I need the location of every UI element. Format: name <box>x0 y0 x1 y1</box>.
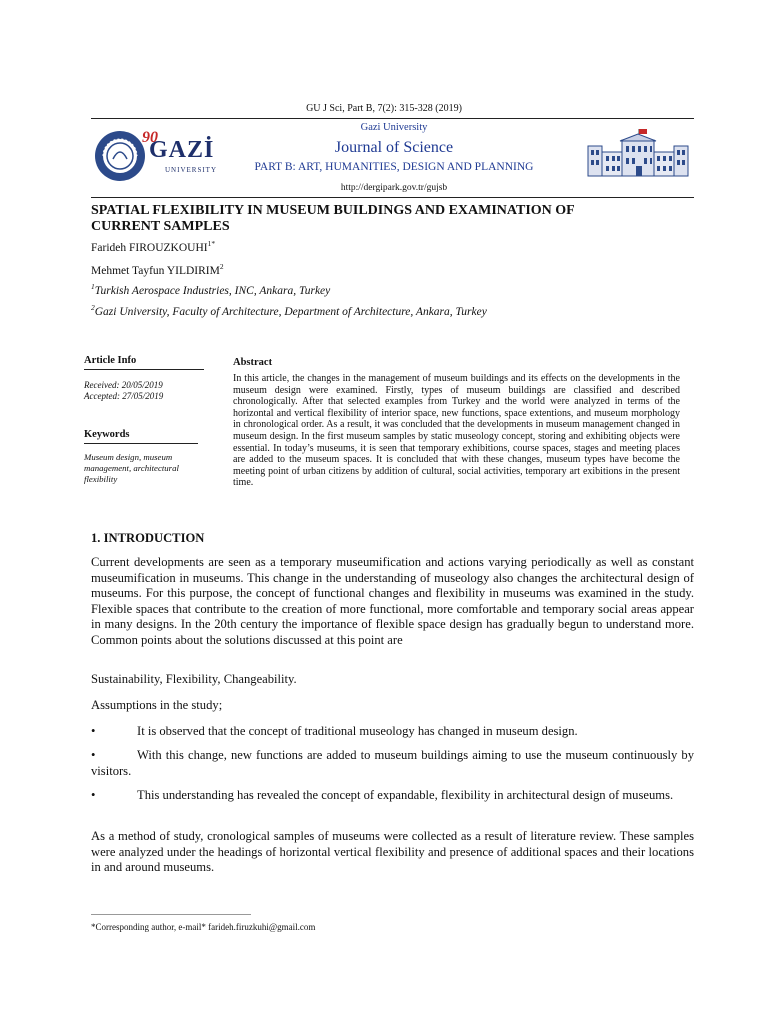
university-name: Gazi University <box>360 122 428 133</box>
author-1-marker: 1* <box>207 239 216 249</box>
author-2-marker: 2 <box>219 262 224 272</box>
footnote-rule <box>91 914 251 915</box>
logo-subtext: UNIVERSITY <box>165 166 217 174</box>
bullet-marker-icon: • <box>91 788 96 802</box>
affiliation-1-marker: 1 <box>91 282 95 292</box>
article-info-heading: Article Info <box>84 355 137 366</box>
journal-url[interactable]: http://dergipark.gov.tr/gujsb <box>340 183 448 193</box>
affiliation-2 <box>91 303 487 318</box>
assumption-text-3: This understanding has revealed the concept of expandable, flexibility in architectural design of museums. <box>137 788 674 802</box>
introduction-paragraph-3: Assumptions in the study; <box>91 698 223 712</box>
introduction-paragraph-1: Current developments are seen as a temporary museumification and actions varying periodically as well as constant museumification in museums. This change in the understanding of museology also changes the architectural design of museums. For this purpose, the concept of functional changes and flexibility in museums was examined in the study. Flexible spaces that contribute to the creation of more functional, more comfortable and temporary social areas appear in many designs. In the 20th century the importance of flexible space design has gradually begun to understand more. Common points about the solutions discussed at this point are <box>91 555 694 647</box>
building-illustration <box>584 126 692 180</box>
assumption-text-1: It is observed that the concept of traditional museology has changed in museum design. <box>137 724 578 738</box>
keywords-heading: Keywords <box>84 429 130 440</box>
author-2 <box>91 262 224 277</box>
building-icon <box>584 126 692 180</box>
abstract-text: In this article, the changes in the management of museum buildings and its effects on the developments in the museum design were examined. Firstly, types of museum buildings are classified and described chronologically. After that selected examples from Turkey and the world were analyzed in terms of the horizontal and vertical flexibility of interior space, new functions, space extentions, and museum morphology in chronological order. As a result, it was concluded that the developments in museum management changed in museum design. In the first museum samples by static museology concept, storing and exhibiting objects were essential. In today’s museums, it is seen that temporary exhibitions, course spaces, stages and meeting places are added to the museum spaces. It is concluded that with these changes, museum types have become the meeting point of urban citizens by addition of cultural, social activities, temporary art exibitions in the present time. <box>233 373 680 489</box>
article-dates <box>84 380 163 402</box>
received-date: Received: 20/05/2019 <box>84 380 163 390</box>
accepted-date: Accepted: 27/05/2019 <box>84 391 164 401</box>
introduction-paragraph-2: Sustainability, Flexibility, Changeability. <box>91 672 297 686</box>
keywords-list: Museum design, museum management, architectural flexibility <box>84 452 179 484</box>
affiliation-2-marker: 2 <box>91 303 95 313</box>
affiliation-1 <box>91 282 331 297</box>
introduction-paragraph-4: As a method of study, cronological samples of museums were collected as a result of literature review. These samples were analyzed under the headings of horizontal vertical flexibility and presence of additional spaces and their locations in and around museums. <box>91 829 694 875</box>
affiliation-2-text: Gazi University, Faculty of Architecture, Department of Architecture, Ankara, Turkey <box>94 306 487 318</box>
assumption-text-2: With this change, new functions are added to museum buildings aiming to use the museum continuously by visitors. <box>91 748 694 778</box>
article-title-line-1: SPATIAL FLEXIBILITY IN MUSEUM BUILDINGS AND EXAMINATION OF <box>91 203 575 218</box>
journal-citation: GU J Sci, Part B, 7(2): 315-328 (2019) <box>306 103 462 114</box>
bullet-marker-icon: • <box>91 748 96 762</box>
introduction-heading: 1. INTRODUCTION <box>91 531 205 545</box>
corresponding-author-footnote: *Corresponding author, e-mail* farideh.firuzkuhi@gmail.com <box>91 922 316 932</box>
logo-anniversary: 90 <box>142 129 158 146</box>
abstract-heading: Abstract <box>233 357 273 368</box>
gazi-university-logo <box>93 129 217 185</box>
header-rule-top <box>91 118 694 119</box>
affiliation-1-text: Turkish Aerospace Industries, INC, Ankara, Turkey <box>94 285 331 297</box>
article-title-line-2: CURRENT SAMPLES <box>91 219 230 234</box>
article-title <box>91 203 694 235</box>
keywords-rule <box>84 443 198 444</box>
bullet-marker-icon: • <box>91 724 96 738</box>
author-2-name: Mehmet Tayfun YILDIRIM <box>91 265 220 277</box>
author-1 <box>91 239 216 254</box>
author-1-name: Farideh FIROUZKOUHI <box>91 242 208 254</box>
journal-part: PART B: ART, HUMANITIES, DESIGN AND PLANNING <box>254 161 534 173</box>
header-rule-bottom <box>91 197 694 198</box>
journal-name: Journal of Science <box>334 139 454 156</box>
assumption-bullet-1 <box>91 724 694 740</box>
assumption-bullet-3 <box>91 788 694 804</box>
logo-wordmark: GAZİ <box>149 137 215 163</box>
article-info-rule <box>84 369 204 370</box>
assumption-bullet-2 <box>91 748 694 779</box>
